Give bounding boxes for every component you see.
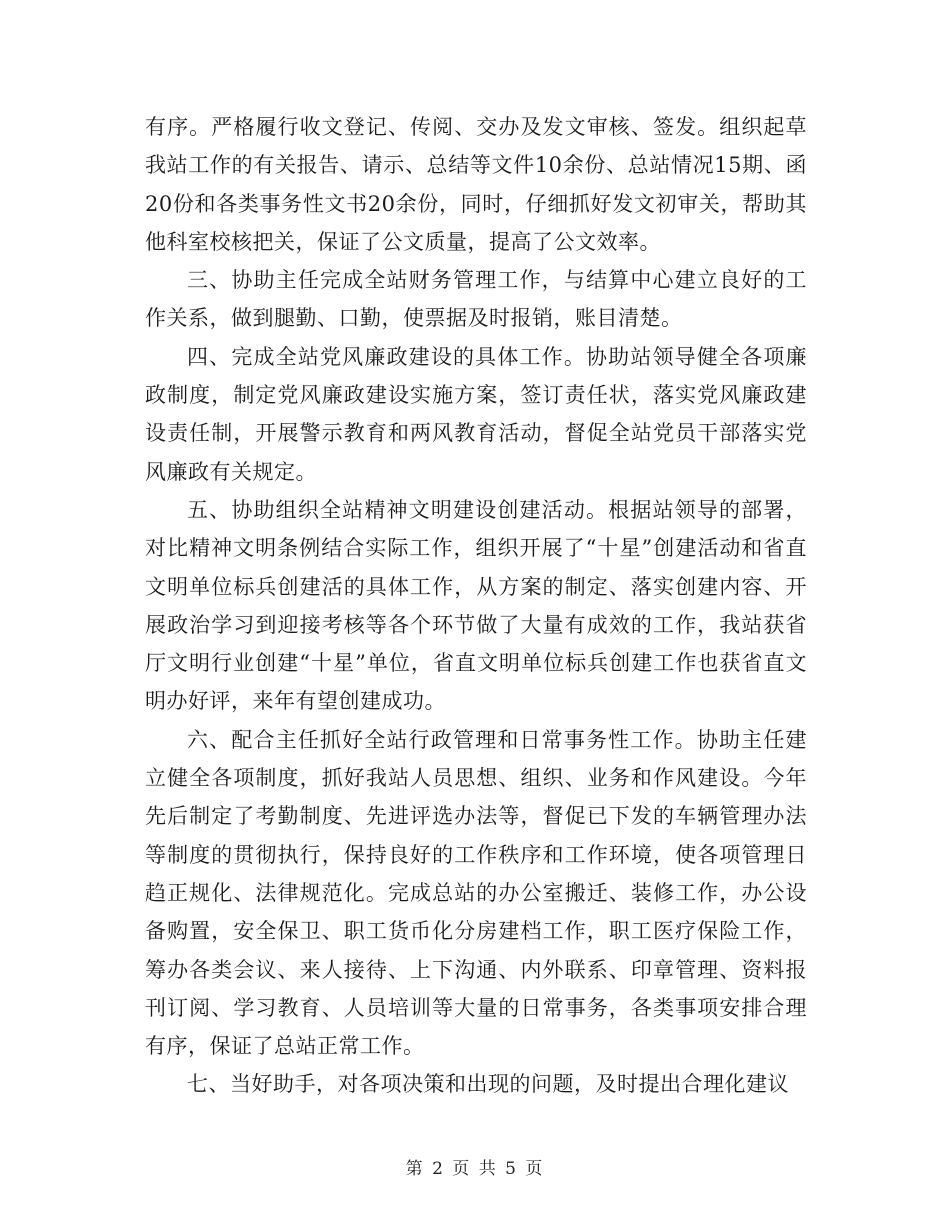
- paragraph-continuation: 有序。严格履行收文登记、传阅、交办及发文审核、签发。组织起草我站工作的有关报告、请示、总结等文件10余份、总站情况15期、函20份和各类事务性文书20余份，同时，仔细抓好发文初审关，帮助其他科室校核把关，保证了公文质量，提高了公文效率。: [145, 115, 807, 254]
- paragraph-section-4: 四、完成全站党风廉政建设的具体工作。协助站领导健全各项廉政制度，制定党风廉政建设实施方案，签订责任状，落实党风廉政建设责任制，开展警示教育和两风教育活动，督促全站党员干部落实党风廉政有关规定。: [145, 344, 807, 484]
- page-number-footer: 第 2 页 共 5 页: [405, 1159, 545, 1179]
- paragraph-section-6: 六、配合主任抓好全站行政管理和日常事务性工作。协助主任建立健全各项制度，抓好我站人员思想、组织、业务和作风建设。今年先后制定了考勤制度、先进评选办法等，督促已下发的车辆管理办法等制度的贯彻执行，保持良好的工作秩序和工作环境，使各项管理日趋正规化、法律规范化。完成总站的办公室搬迁、装修工作，办公设备购置，安全保卫、职工货币化分房建档工作，职工医疗保险工作，筹办各类会议、来人接待、上下沟通、内外联系、印章管理、资料报刊订阅、学习教育、人员培训等大量的日常事务，各类事项安排合理有序，保证了总站正常工作。: [145, 727, 807, 1059]
- paragraph-section-5: 五、协助组织全站精神文明建设创建活动。根据站领导的部署，对比精神文明条例结合实际工作，组织开展了“十星”创建活动和省直文明单位标兵创建活的具体工作，从方案的制定、落实创建内容、开展政治学习到迎接考核等各个环节做了大量有成效的工作，我站获省厅文明行业创建“十星”单位，省直文明单位标兵创建工作也获省直文明办好评，来年有望创建成功。: [145, 497, 807, 714]
- paragraph-section-7: 七、当好助手，对各项决策和出现的问题，及时提出合理化建议: [187, 1072, 789, 1097]
- document-body: [145, 108, 807, 1104]
- paragraph-section-3: 三、协助主任完成全站财务管理工作，与结算中心建立良好的工作关系，做到腿勤、口勤，使票据及时报销，账目清楚。: [145, 268, 807, 331]
